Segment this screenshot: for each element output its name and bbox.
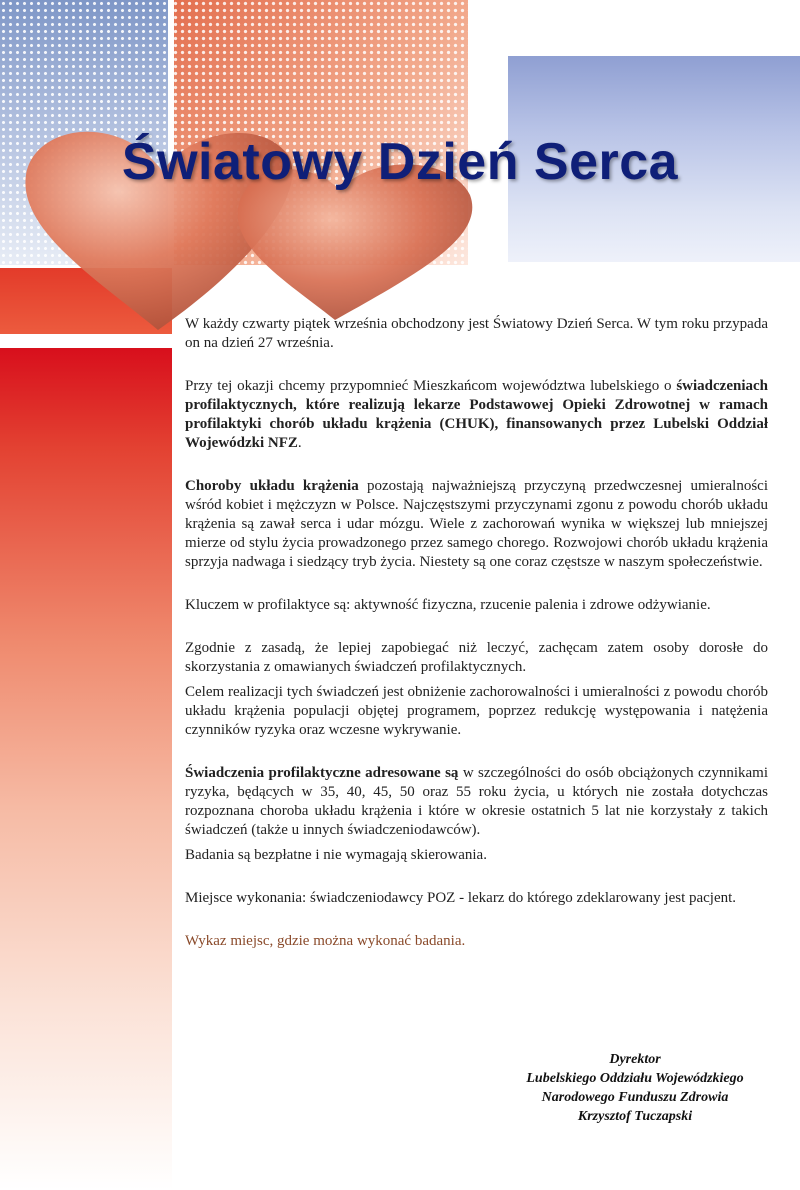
left-gradient-bar (0, 348, 172, 1190)
signature-name: Krzysztof Tuczapski (577, 1109, 693, 1124)
paragraph-key: Kluczem w profilaktyce są: aktywność fizyczna, rzucenie palenia i zdrowe odżywianie. (185, 597, 711, 613)
paragraph-addressees-text: w szczególności do osób obciążonych czynnikami ryzyka, będących w 35, 40, 45, 50 oraz 55 roku życia, u których nie została dotychczas rozpoznana choroba układu krążenia i które w okresie ostatnich 5 lat nie korzystały z takich świadczeń (także u innych świadczeniodawców). (185, 765, 768, 838)
paragraph-diseases-text: pozostają najważniejszą przyczyną przedwczesnej umieralności wśród kobiet i mężczyzn w Polsce. Najczęstszymi przyczynami zgonu z powodu chorób układu krążenia są zawał serca i udar mózgu. Wiele z zachorowań wynika w większej lub mniejszej mierze od stylu życia prowadzonego przez samego chorego. Rozwojowi chorób układu krążenia sprzyja nadwaga i siedzący tryb życia. Niestety są one coraz częstsze w naszym społeczeństwie. (185, 478, 768, 570)
paragraph-occasion (185, 377, 768, 453)
paragraph-occasion-bold: świadczeniach profilaktycznych, które realizują lekarze Podstawowej Opieki Zdrowotnej w ramach profilaktyki chorób układu krążenia (CHUK), finansowanych przez Lubelski Oddział Wojewódzki NFZ (185, 378, 768, 451)
paragraph-intro: W każdy czwarty piątek września obchodzony jest Światowy Dzień Serca. W tym roku przypada on na dzień 27 września. (185, 316, 768, 351)
signature-title: Dyrektor (609, 1052, 661, 1067)
paragraph-addressees-bold: Świadczenia profilaktyczne adresowane są (185, 765, 459, 781)
paragraph-diseases (185, 477, 768, 572)
paragraph-link (185, 932, 768, 951)
paragraph-addressees (185, 764, 768, 840)
paragraph-free: Badania są bezpłatne i nie wymagają skierowania. (185, 847, 487, 863)
signature-branch: Lubelskiego Oddziału Wojewódzkiego (526, 1071, 744, 1086)
paragraph-goal: Celem realizacji tych świadczeń jest obniżenie zachorowalności i umieralności z powodu chorób układu krążenia populacji objętej programem, poprzez redukcję występowania i natężenia czynników ryzyka oraz wczesne wykrywanie. (185, 684, 768, 738)
signature-block (490, 1050, 780, 1126)
paragraph-occasion-text: Przy tej okazji chcemy przypomnieć Mieszkańcom województwa lubelskiego o (185, 378, 677, 394)
paragraph-location: Miejsce wykonania: świadczeniodawcy POZ - lekarz do którego zdeklarowany jest pacjent. (185, 890, 737, 906)
locations-list-link[interactable]: Wykaz miejsc, gdzie można wykonać badania. (185, 933, 466, 949)
paragraph-occasion-end: . (297, 435, 302, 451)
article-body (185, 315, 768, 951)
page-title: Światowy Dzień Serca (121, 133, 679, 191)
signature-fund: Narodowego Funduszu Zdrowia (541, 1090, 729, 1105)
paragraph-encourage: Zgodnie z zasadą, że lepiej zapobiegać niż leczyć, zachęcam zatem osoby dorosłe do skorzystania z omawianych świadczeń profilaktycznych. (185, 640, 768, 675)
paragraph-diseases-bold: Choroby układu krążenia (185, 478, 359, 494)
